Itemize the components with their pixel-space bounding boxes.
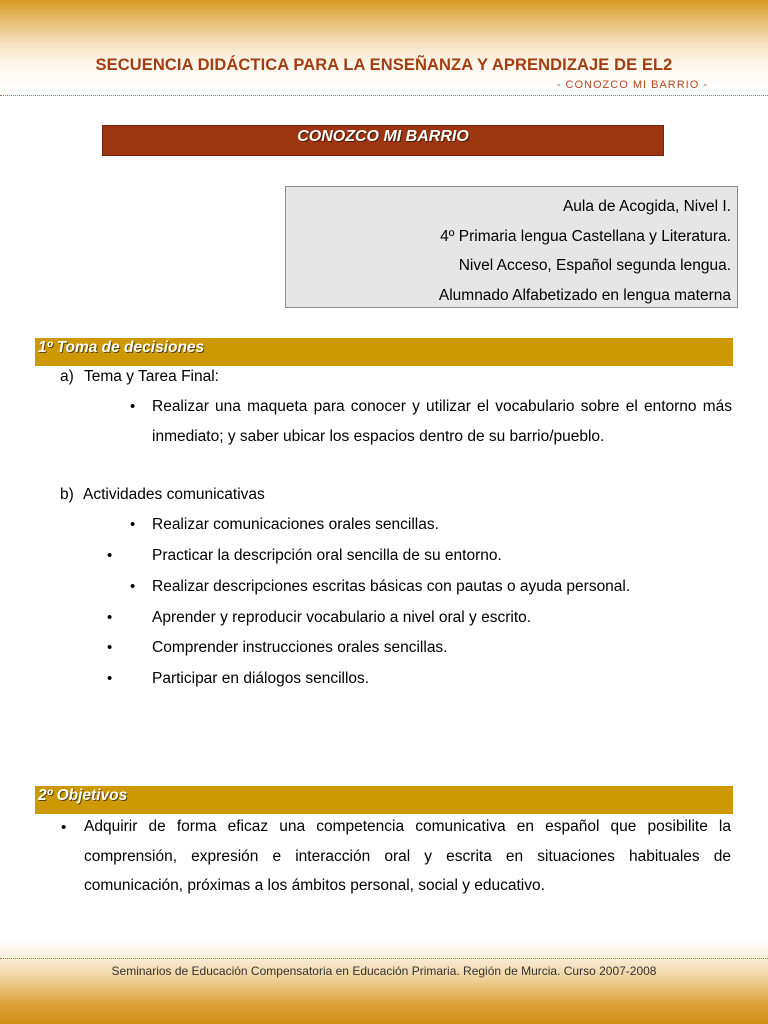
bullet-glyph: •: [107, 670, 113, 687]
section-heading-objectives: 2º Objetivos: [35, 786, 733, 814]
list-item-objective: Adquirir de forma eficaz una competencia comunicativa en español que posibilite la comprensión, expresión e interacción oral y escrita en situaciones habituales de comunicación, próximas a los ámbitos personal, social y educativo.: [84, 818, 731, 894]
list-item: Practicar la descripción oral sencilla de su entorno.: [152, 547, 502, 564]
bullet-glyph: •: [107, 609, 113, 626]
section-heading-decisions: 1º Toma de decisiones: [35, 338, 733, 366]
info-line: Aula de Acogida, Nivel I.: [562, 198, 731, 215]
list-item: Realizar comunicaciones orales sencillas.: [152, 516, 439, 533]
document-title: CONOZCO MI BARRIO: [102, 125, 664, 156]
list-marker-a: a): [60, 368, 74, 385]
bullet-glyph: •: [130, 516, 136, 533]
item-a-label: Tema y Tarea Final:: [84, 368, 219, 385]
header-divider: [0, 95, 768, 96]
bullet-glyph: •: [61, 819, 67, 836]
header-subtitle: - CONOZCO MI BARRIO -: [556, 79, 708, 91]
info-line: Alumnado Alfabetizado en lengua materna: [438, 286, 731, 304]
bullet-glyph: •: [107, 639, 113, 656]
list-item: Comprender instrucciones orales sencillas.: [152, 639, 448, 656]
course-info-box: [285, 186, 738, 308]
bullet-glyph: •: [130, 398, 136, 415]
footer-text: Seminarios de Educación Compensatoria en Educación Primaria. Región de Murcia. Curso 2007-2008: [111, 964, 657, 978]
item-b-label: Actividades comunicativas: [83, 486, 265, 503]
bullet-glyph: •: [130, 578, 136, 595]
list-item: Realizar descripciones escritas básicas con pautas o ayuda personal.: [152, 578, 631, 595]
list-item: Aprender y reproducir vocabulario a nivel oral y escrito.: [152, 609, 532, 626]
list-marker-b: b): [60, 486, 74, 503]
list-item-task: Realizar una maqueta para conocer y utilizar el vocabulario sobre el entorno más inmediato; y saber ubicar los espacios dentro de su barrio/pueblo.: [152, 398, 732, 445]
list-item: Participar en diálogos sencillos.: [152, 670, 370, 687]
footer-divider: [0, 958, 768, 959]
bullet-glyph: •: [107, 547, 113, 564]
info-line: Nivel Acceso, Español segunda lengua.: [458, 257, 731, 274]
footer-band: [0, 940, 768, 1024]
header-title: SECUENCIA DIDÁCTICA PARA LA ENSEÑANZA Y APRENDIZAJE DE EL2: [95, 56, 673, 74]
info-line: 4º Primaria lengua Castellana y Literatura.: [440, 227, 731, 245]
